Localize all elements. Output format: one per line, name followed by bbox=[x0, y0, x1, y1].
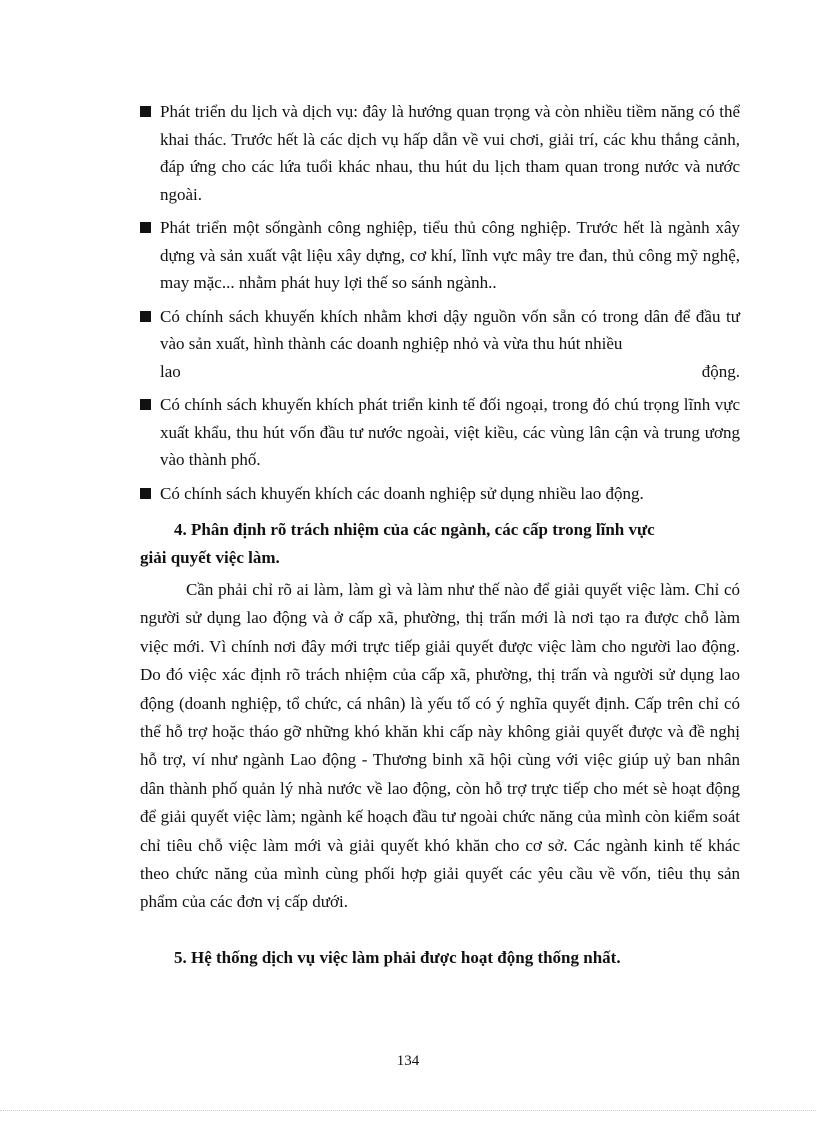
heading-line: giải quyết việc làm. bbox=[140, 548, 280, 567]
body-paragraph: Cần phải chỉ rõ ai làm, làm gì và làm như thế nào để giải quyết việc làm. Chỉ có người sử dụng lao động và ở cấp xã, phường, thị trấn mới là nơi tạo ra được chỗ làm việc mới. Vì chính nơi đây mới trực tiếp giải quyết được việc làm cho người lao động. Do đó việc xác định rõ trách nhiệm của cấp xã, phường, thị trấn và người sử dụng lao động (doanh nghiệp, tổ chức, cá nhân) là yếu tố có ý nghĩa quyết định. Cấp trên chỉ có thể hỗ trợ hoặc tháo gỡ những khó khăn khi cấp này không giải quyết được và đề nghị hỗ trợ, ví như ngành Lao động - Thương binh xã hội cùng với việc giúp uỷ ban nhân dân thành phố quản lý nhà nước về lao động, còn hỗ trợ trực tiếp cho mét sè hoạt động để giải quyết việc làm; ngành kế hoạch đầu tư ngoài chức năng của mình còn kiểm soát chỉ tiêu chỗ việc làm mới và giải quyết khó khăn cho cơ sở. Các ngành kinh tế khác theo chức năng của mình cùng phối hợp giải quyết các yêu cầu về vốn, tiêu thụ sản phẩm của các đơn vị cấp dưới. bbox=[140, 580, 740, 912]
square-bullet-icon bbox=[140, 222, 151, 233]
list-item bbox=[140, 480, 740, 508]
bullet-tail-left: lao bbox=[160, 361, 181, 381]
heading-line: 5. Hệ thống dịch vụ việc làm phải được hoạt động thống nhất. bbox=[174, 948, 621, 967]
square-bullet-icon bbox=[140, 488, 151, 499]
page-bottom-divider bbox=[0, 1110, 816, 1111]
square-bullet-icon bbox=[140, 311, 151, 322]
bullet-text: Phát triển một sốngành công nghiệp, tiểu thủ công nghiệp. Trước hết là ngành xây dựng và sản xuất vật liệu xây dựng, cơ khí, lĩnh vực mây tre đan, thủ công mỹ nghệ, may mặc... nhằm phát huy lợi thế so sánh ngành.. bbox=[160, 218, 740, 292]
bullet-text: Phát triển du lịch và dịch vụ: đây là hướng quan trọng và còn nhiều tiềm năng có thể khai thác. Trước hết là các dịch vụ hấp dẫn về vui chơi, giải trí, các khu thắng cảnh, đáp ứng cho các lứa tuổi khác nhau, thu hút du lịch tham quan trong nước và nước ngoài. bbox=[160, 102, 740, 204]
list-item bbox=[140, 391, 740, 474]
section-heading-5 bbox=[140, 944, 740, 972]
bullet-text: Có chính sách khuyến khích nhằm khơi dậy nguồn vốn sẵn có trong dân để đầu tư vào sản xuất, hình thành các doanh nghiệp nhỏ và vừa thu hút nhiều bbox=[160, 306, 740, 353]
square-bullet-icon bbox=[140, 399, 151, 410]
square-bullet-icon bbox=[140, 106, 151, 117]
list-item bbox=[140, 98, 740, 208]
list-item bbox=[140, 214, 740, 297]
bullet-text: Có chính sách khuyến khích các doanh nghiệp sử dụng nhiều lao động. bbox=[160, 483, 644, 503]
bullet-text: Có chính sách khuyến khích phát triển kinh tế đối ngoại, trong đó chú trọng lĩnh vực xuất khẩu, thu hút vốn đầu tư nước ngoài, việt kiều, các vùng lân cận và trung ương vào thành phố. bbox=[160, 395, 740, 469]
heading-line: 4. Phân định rõ trách nhiệm của các ngành, các cấp trong lĩnh vực bbox=[174, 520, 655, 539]
bullet-text-tail bbox=[160, 358, 740, 386]
list-item bbox=[140, 303, 740, 386]
bullet-list bbox=[140, 98, 740, 513]
bullet-tail-right: động. bbox=[701, 361, 740, 381]
page-number: 134 bbox=[396, 1053, 420, 1069]
section-heading-4 bbox=[140, 516, 740, 572]
